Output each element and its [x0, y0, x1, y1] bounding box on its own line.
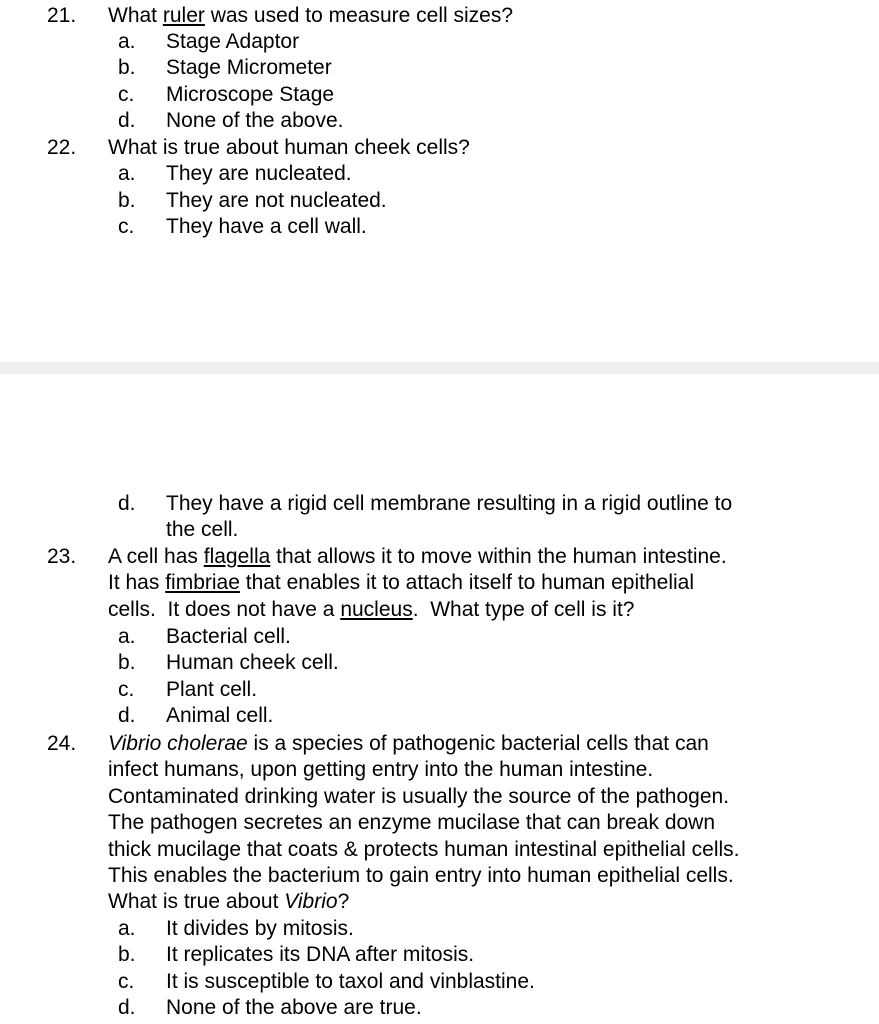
q23-option-d-text: Animal cell.: [166, 704, 274, 727]
q21-number: 21.: [47, 4, 77, 27]
q24-option-b-letter: b.: [118, 943, 136, 966]
q24-option-c-text: It is susceptible to taxol and vinblastine.: [166, 970, 535, 993]
q23-option-d-letter: d.: [118, 704, 136, 727]
q22-option-c-text: They have a cell wall.: [166, 215, 367, 238]
q23-number: 23.: [47, 545, 77, 568]
q24-text-line4: The pathogen secretes an enzyme mucilase that can break down: [108, 811, 716, 834]
q24-option-d-text: None of the above are true.: [166, 996, 422, 1019]
q23-option-a-text: Bacterial cell.: [166, 625, 291, 648]
q23-text-line1: A cell has flagella that allows it to move within the human intestine.: [108, 545, 727, 568]
q24-number: 24.: [47, 732, 77, 755]
q21-option-a-letter: a.: [118, 30, 136, 53]
page-2: [0, 374, 879, 1024]
q22-option-a-text: They are nucleated.: [166, 162, 352, 185]
q22-text: What is true about human cheek cells?: [108, 136, 470, 159]
q21-option-a-text: Stage Adaptor: [166, 30, 300, 53]
q22-number: 22.: [47, 136, 77, 159]
q23-option-a-letter: a.: [118, 625, 136, 648]
q23-option-b-letter: b.: [118, 651, 136, 674]
q21-option-d-text: None of the above.: [166, 109, 344, 132]
q21-option-d-letter: d.: [118, 109, 136, 132]
q21-text: What ruler was used to measure cell sizes?: [108, 4, 514, 27]
q24-text-line1: Vibrio cholerae is a species of pathogenic bacterial cells that can: [108, 732, 709, 755]
q24-genus-name: Vibrio: [284, 890, 338, 913]
q24-option-a-letter: a.: [118, 917, 136, 940]
q24-text-line2: infect humans, upon getting entry into the human intestine.: [108, 758, 654, 781]
q23-option-c-text: Plant cell.: [166, 678, 258, 701]
q24-text-line7: What is true about Vibrio?: [108, 890, 350, 913]
page-break: [0, 362, 879, 374]
q22-option-b-text: They are not nucleated.: [166, 189, 387, 212]
q23-text-line3: cells. It does not have a nucleus. What type of cell is it?: [108, 598, 635, 621]
q22-option-d-text-line2: the cell.: [166, 518, 239, 541]
q21-option-b-letter: b.: [118, 56, 136, 79]
q21-option-b-text: Stage Micrometer: [166, 56, 332, 79]
q21-underlined-word: ruler: [162, 4, 205, 27]
q24-option-a-text: It divides by mitosis.: [166, 917, 354, 940]
q22-option-b-letter: b.: [118, 189, 136, 212]
q23-underlined-fimbriae: fimbriae: [165, 571, 240, 594]
page-1: [0, 0, 879, 362]
q24-text-line3: Contaminated drinking water is usually the source of the pathogen.: [108, 785, 730, 808]
q23-option-b-text: Human cheek cell.: [166, 651, 339, 674]
q24-text-line6: This enables the bacterium to gain entry into human epithelial cells.: [108, 864, 734, 887]
q24-text-line5: thick mucilage that coats & protects human intestinal epithelial cells.: [108, 838, 740, 861]
q24-option-b-text: It replicates its DNA after mitosis.: [166, 943, 475, 966]
q23-underlined-flagella: flagella: [203, 545, 271, 568]
q23-underlined-nucleus: nucleus: [340, 598, 413, 621]
q23-text-line2: It has fimbriae that enables it to attach itself to human epithelial: [108, 571, 695, 594]
q23-option-c-letter: c.: [118, 678, 135, 701]
q24-species-name: Vibrio cholerae: [108, 732, 248, 755]
q22-option-d-text-line1: They have a rigid cell membrane resulting in a rigid outline to: [166, 492, 733, 515]
q24-option-d-letter: d.: [118, 996, 136, 1019]
q22-option-c-letter: c.: [118, 215, 135, 238]
q24-option-c-letter: c.: [118, 970, 135, 993]
q21-option-c-letter: c.: [118, 83, 135, 106]
q21-option-c-text: Microscope Stage: [166, 83, 335, 106]
q22-option-d-letter: d.: [118, 492, 136, 515]
q22-option-a-letter: a.: [118, 162, 136, 185]
